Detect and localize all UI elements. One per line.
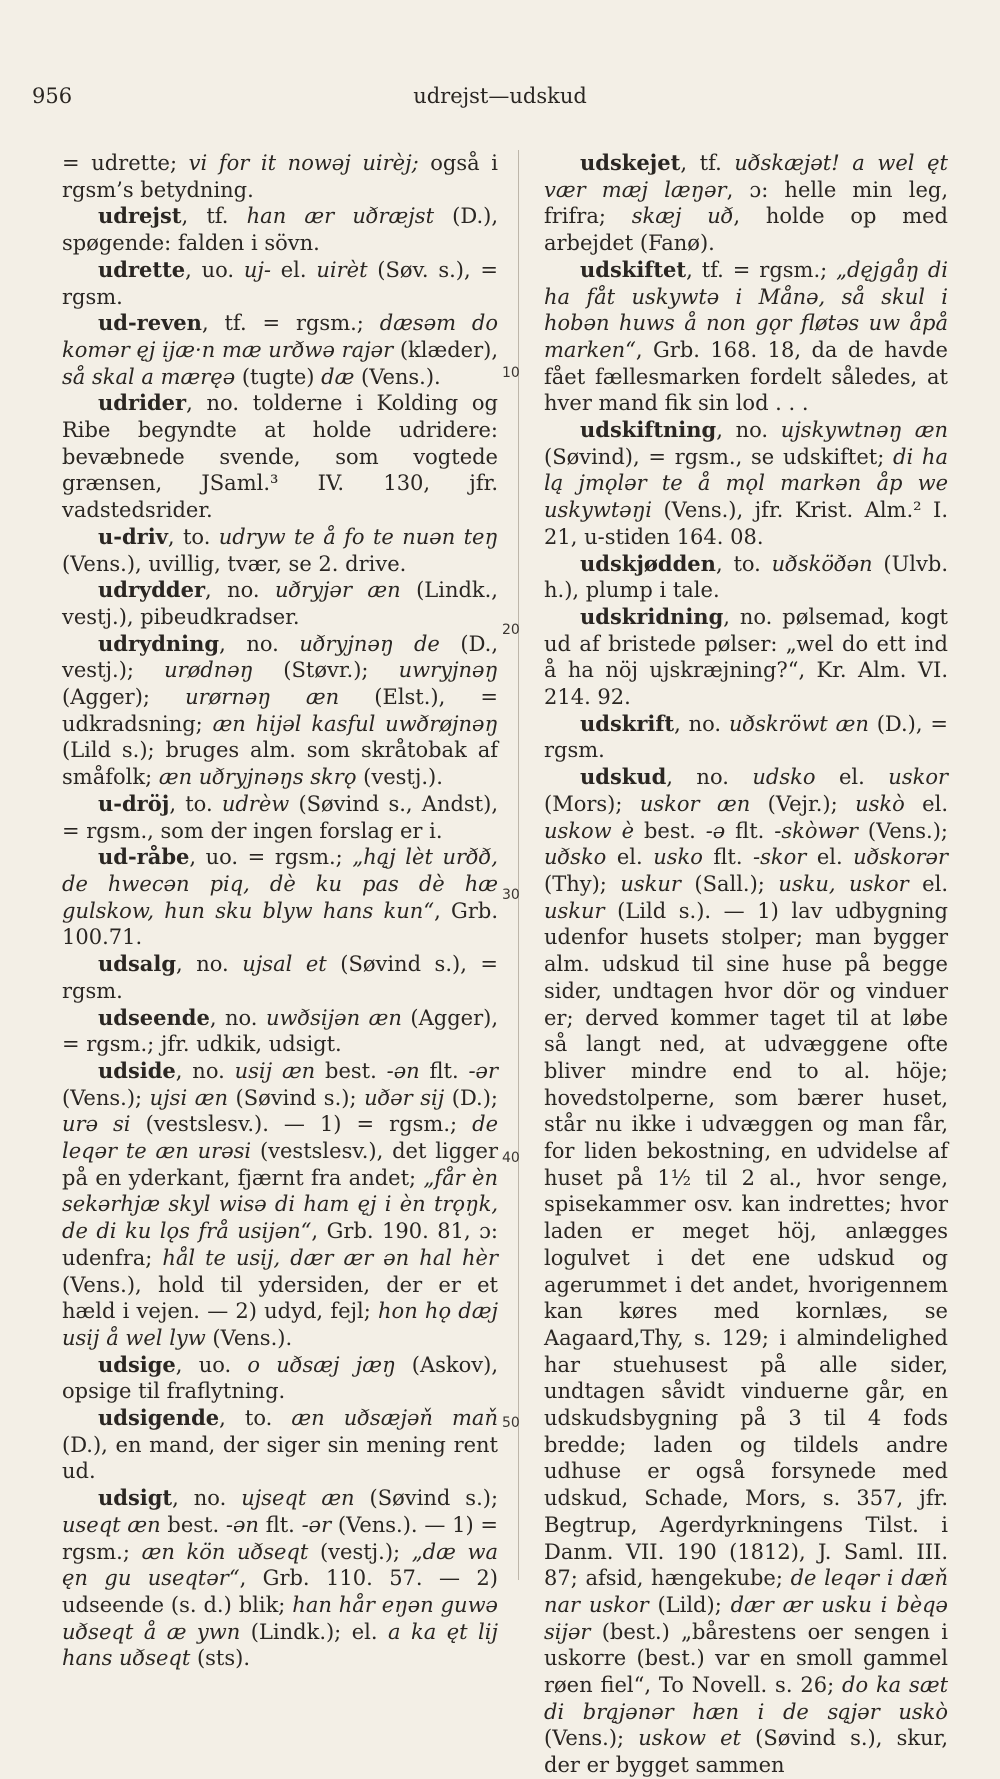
dialect-example: hon hǫ dæj usij å wel lyw [62, 1299, 498, 1350]
entry-text: , no. [205, 578, 275, 603]
dialect-example: urørnəŋ æn [185, 685, 340, 710]
entry-text: flt. [725, 818, 775, 843]
line-number: 30 [502, 887, 520, 903]
dictionary-entry [62, 844, 498, 951]
dialect-example: useqt æn [62, 1512, 161, 1537]
entry-text: (Vens.); [857, 818, 949, 843]
entry-text: (Lindk.); el. [240, 1619, 389, 1644]
dialect-example: urə si [62, 1112, 131, 1137]
entry-text: (vestslesv.). — 1) = rgsm.; [130, 1112, 473, 1137]
dictionary-entry [62, 631, 498, 791]
dialect-example: hål te usij, dær ær ən hal hèr [162, 1245, 498, 1270]
entry-headword: udrejst [98, 203, 182, 229]
entry-text: , no. [175, 1058, 235, 1083]
dialect-example: „hąj lèt urðð, de hwecən piq, dè ku pas dè hæ gulskow, hun sku blyw hans kun“ [62, 845, 498, 923]
entry-text: (Agger); [62, 685, 186, 710]
entry-text: (Vens.). [205, 1325, 293, 1350]
entry-text: (Agger), = rgsm.; jfr. udkik, udsigt. [62, 1005, 498, 1057]
dictionary-entry [62, 310, 498, 390]
entry-text: , to. [715, 551, 772, 576]
entry-text: (D., vestj.); [62, 631, 499, 683]
dialect-example: uwryjnəŋ [398, 658, 498, 683]
dialect-example: urødnəŋ [164, 658, 254, 683]
dialect-example: -skòwər [774, 818, 858, 843]
dialect-example: „dęjgåŋ di ha fåt uskywtə i Månə, så skul i hobən huws å non gǫr fløtəs uw åpå marken“ [544, 257, 948, 362]
entry-headword: ud-reven [98, 310, 202, 336]
dialect-example: uðryjər æn [274, 578, 401, 603]
dictionary-entry [62, 1005, 498, 1058]
entry-text: el. [908, 871, 948, 896]
line-number: 10 [502, 365, 520, 381]
dialect-example: „får èn sekərhjæ skyl wisə di ham ęj i èn trǫŋk, de di ku lǫs frå usijən“ [62, 1165, 498, 1244]
dialect-example: uirèt [316, 257, 368, 282]
entry-text: el. [806, 845, 854, 870]
dialect-example: uskur [544, 898, 605, 923]
entry-text: (best.) „bårestens oer sengen i uskorre (best.) var en smoll gammel røen fiel“, To Novell. s. 26; [544, 1619, 948, 1698]
dialect-example: ujseqt æn [241, 1486, 355, 1511]
dialect-example: han hår eŋən guwə uðseqt å æ ywn [62, 1592, 498, 1644]
entry-text: (tugte) [235, 364, 322, 389]
entry-text: (Søvind s.); [354, 1486, 499, 1511]
entry-text: (Søvind s., Andst), = rgsm., som der ingen forslag er i. [62, 791, 498, 843]
dialect-example: uðskæjət! a wel ęt vær mæj læŋər [544, 151, 948, 202]
dialect-example: uskor æn [639, 791, 751, 816]
entry-text: el. [270, 257, 317, 282]
dialect-example: udrèw [221, 791, 290, 816]
entry-text: (klæder), [393, 337, 499, 362]
entry-text: , no. [674, 711, 729, 736]
entry-text: (Mors); [544, 791, 640, 816]
dialect-example: uwðsijən æn [266, 1005, 402, 1030]
dialect-example: -ə [705, 818, 726, 843]
dialect-example: vi for it nowəj uirèj; [188, 151, 419, 175]
entry-text: (Vens.), jfr. Krist. Alm.² I. 21, u-stiden 164. 08. [544, 498, 948, 549]
dialect-example: så skal a mæręə [62, 364, 236, 389]
dictionary-entry [544, 551, 948, 604]
entry-text: (Søvind), = rgsm., se udskiftet; [544, 444, 894, 469]
entry-text: , uo. [175, 1352, 248, 1377]
dictionary-entry [62, 524, 498, 577]
dialect-example: æn hijəl kasful uwðrøjnəŋ [212, 711, 498, 736]
dictionary-entry [544, 150, 948, 257]
dialect-example: æn kön uðseqt [141, 1539, 309, 1564]
entry-text: (Sall.); [680, 871, 779, 896]
line-number: 50 [502, 1415, 520, 1431]
dialect-example: han ær uðræjst [246, 204, 435, 229]
dialect-example: udryw te å fo te nuən teŋ [218, 524, 498, 549]
entry-headword: udskridning [580, 603, 724, 629]
dialect-example: „dæ wa ęn gu useqtər“ [62, 1539, 498, 1591]
dialect-example: æn uðsæjəň maň [291, 1406, 498, 1431]
dialect-example: -ən [225, 1512, 259, 1537]
entry-headword: udrydder [98, 577, 206, 603]
entry-text: (Lild s.); bruges alm. som skråtobak af småfolk; [62, 738, 498, 790]
entry-text: el. [904, 791, 948, 816]
dialect-example: de leqər te æn urəsi [62, 1112, 498, 1164]
entry-text: (Vens.). — 1) = rgsm.; [62, 1512, 498, 1564]
dialect-example: uskur [620, 871, 681, 896]
entry-headword: u-driv [98, 523, 168, 549]
dialect-example: do ka sæt di brąjənər hæn i de sąjər uskò [544, 1673, 949, 1724]
dictionary-entry [544, 604, 948, 711]
line-number: 40 [502, 1150, 520, 1166]
dictionary-entry [544, 764, 948, 1779]
entry-headword: u-dröj [98, 790, 170, 816]
entry-text: (Søvind s.), = rgsm. [62, 952, 499, 1003]
entry-text: (Søv. s.), = rgsm. [62, 257, 499, 309]
dialect-example: æn uðryjnəŋs skrǫ [158, 765, 357, 790]
entry-text: el. [606, 845, 654, 870]
dictionary-entry [544, 711, 948, 764]
entry-text: , Grb. 100.71. [62, 898, 498, 950]
dialect-example: uj- [243, 257, 271, 282]
dialect-example: a ka ęt lij hans uðseqt [62, 1619, 498, 1671]
entry-text: (D.), = rgsm. [544, 711, 948, 763]
entry-headword: udrette [98, 256, 186, 282]
entry-text: , Grb. 190. 81, ɔ: udenfra; [62, 1219, 498, 1270]
entry-text: , no. [172, 1486, 242, 1511]
entry-text: (Vens.); [62, 1085, 150, 1110]
dialect-example: -ər [301, 1512, 332, 1537]
entry-text: (Søvind s.); [227, 1085, 365, 1110]
dialect-example: o uðsæj jæŋ [247, 1352, 396, 1377]
entry-text: (Lild s.). — 1) lav udbygning udenfor husets stolper; man bygger alm. udskud til sine huse på begge sider, undtagen hvor dör og vinduer er; derved kommer taget til at løbe så langt ned, at udvæggene ofte bliver mindre end to al. höje; hovedstolperne, som bærer huset, står nu ikke i udvæggen og man får, for liden bekostning, en udvidelse af huset på 1½ til 2 al., hvor senge, spisekammer osv. kan indrettes; hvor laden er meget höj, anlægges logulvet i det ene udskud og agerummet i det andet, hvorigennem kan køres med kornlæs, se Aagaard,Thy, s. 129; i almindelighed har stuehusest på alle sider, undtagen såvidt vinduerne går, en udskudsbygning på 3 til 4 fods bredde; laden og tildels andre udhuse er også forsynede med udskud, Schade, Mors, s. 357, jfr. Begtrup, Agerdyrkningens Tilst. i Danm. VII. 190 (1812), J. Saml. III. 87; afsid, hængekube; [544, 898, 948, 1591]
entry-text: flt. [258, 1512, 302, 1537]
dictionary-entry [62, 1485, 498, 1672]
entry-text: også i rgsm’s betydning. [62, 151, 498, 202]
dialect-example: uðskorər [853, 845, 948, 870]
entry-text: , to. [167, 524, 219, 549]
entry-text: (D.); [444, 1085, 498, 1110]
entry-headword: udskiftning [580, 417, 717, 443]
dictionary-entry [544, 417, 948, 551]
entry-text: (Askov), opsige til fraflytning. [62, 1352, 498, 1404]
entry-text: best. [315, 1058, 387, 1083]
entry-text: (Vens.); [544, 1726, 639, 1751]
dictionary-entry [62, 951, 498, 1004]
entry-text: (Vens.), hold til ydersiden, der er et hæld i vejen. — 2) udyd, fejl; [62, 1272, 498, 1324]
dialect-example: uðər sij [364, 1085, 445, 1110]
entry-text: , ɔ: helle min leg, frifra; [544, 177, 948, 229]
dialect-example: uskor [888, 765, 949, 790]
dialect-example: dæ [321, 364, 355, 389]
entry-text: , to. [169, 791, 222, 816]
entry-text: , holde op med arbejdet (Fanø). [544, 204, 948, 256]
entry-text: (D.), spøgende: falden i sövn. [62, 204, 499, 256]
dictionary-entry [544, 257, 948, 417]
dialect-example: skæj uð [631, 204, 734, 229]
entry-text: , no. pølsemad, kogt ud af bristede pølser: „wel do ett ind å ha nöj ujskræjning?“, Kr. Alm. VI. 214. 92. [544, 604, 948, 710]
entry-text: (Støvr.); [253, 658, 399, 683]
entry-text: (Vens.), uvillig, tvær, se 2. drive. [62, 551, 407, 576]
entry-text: best. [160, 1512, 226, 1537]
dialect-example: uðryjnəŋ de [299, 631, 440, 656]
dialect-example: ujskywtnəŋ æn [780, 418, 949, 443]
entry-text: , no. [176, 952, 243, 977]
entry-headword: udskiftet [580, 256, 687, 282]
entry-text: , no. [219, 631, 300, 656]
entry-headword: udsigt [98, 1485, 173, 1511]
dialect-example: uskò [855, 791, 905, 816]
dialect-example: dær ær usku i bèqə sijər [544, 1592, 948, 1644]
entry-text: , uo. = rgsm.; [189, 845, 353, 870]
entry-headword: udside [98, 1057, 176, 1083]
entry-headword: udsigende [98, 1405, 220, 1431]
page-number: 956 [32, 84, 73, 108]
entry-text: , to. [219, 1406, 292, 1431]
dictionary-entry [62, 791, 498, 844]
entry-text: , no. tolderne i Kolding og Ribe begyndte at holde udridere: bevæbnede svende, som vogtede grænsen, JSaml.³ IV. 130, jfr. vadstedsrider. [62, 391, 498, 523]
dialect-example: uðsko [544, 845, 607, 870]
line-number: 20 [502, 622, 520, 638]
dialect-example: uskow et [638, 1726, 741, 1751]
entry-text: (Lild); [648, 1592, 731, 1617]
entry-text: , uo. [185, 257, 244, 282]
running-head: udrejst—udskud [413, 84, 587, 108]
dictionary-entry [62, 1058, 498, 1352]
entry-headword: udskrift [580, 710, 675, 736]
dictionary-entry [62, 1352, 498, 1405]
entry-text: , Grb. 168. 18, da de havde fået fællesmarken fordelt således, at hver mand fik sin lod . . . [544, 337, 948, 416]
dialect-example: -ər [468, 1058, 499, 1083]
dialect-example: uskow è [544, 818, 635, 843]
entry-headword: ud-råbe [98, 844, 190, 870]
dialect-example: -ən [386, 1058, 420, 1083]
entry-headword: udskejet [580, 150, 681, 175]
dialect-example: uðsköðən [771, 551, 873, 576]
entry-text: (vestj.); [308, 1539, 412, 1564]
entry-text: el. [815, 765, 889, 790]
dialect-example: -skor [753, 845, 807, 870]
entry-text: best. [634, 818, 706, 843]
dictionary-entry [62, 390, 498, 524]
entry-text: (Søvind s.), skur, der er bygget sammen [544, 1726, 948, 1778]
dictionary-entry [62, 257, 498, 310]
dictionary-entry [62, 577, 498, 630]
entry-text: , no. [666, 765, 753, 790]
entry-text: , tf. [680, 151, 735, 175]
dictionary-entry [62, 1405, 498, 1485]
dictionary-entry [62, 150, 498, 203]
dialect-example: dæsəm do komər ęj ijæ·n mæ urðwə rajər [62, 311, 498, 362]
entry-headword: udskjødden [580, 550, 716, 576]
entry-text: , no. [209, 1005, 266, 1030]
dialect-example: de leqər i dæň nar uskor [544, 1566, 948, 1617]
dialect-example: ujsal et [242, 952, 327, 977]
entry-text: (Vens.). [354, 364, 441, 389]
entry-text: (Ulvb. h.), plump i tale. [544, 551, 948, 603]
entry-headword: udseende [98, 1004, 210, 1030]
right-column [544, 150, 948, 1779]
entry-text: flt. [702, 845, 754, 870]
entry-text: (Lindk., vestj.), pibeudkradser. [62, 578, 498, 629]
entry-headword: udsige [98, 1351, 176, 1377]
entry-text: , Grb. 110. 57. — 2) udseende (s. d.) blik; [62, 1566, 498, 1617]
entry-headword: udrydning [98, 630, 220, 656]
entry-headword: udskud [580, 764, 667, 790]
dictionary-entry [62, 203, 498, 256]
dialect-example: usku, uskor [778, 871, 909, 896]
entry-headword: udsalg [98, 951, 177, 977]
dialect-example: udsko [752, 765, 816, 790]
entry-text: = udrette; [62, 151, 189, 175]
entry-text: flt. [419, 1058, 469, 1083]
dialect-example: usij æn [234, 1058, 316, 1083]
entry-text: (Thy); [544, 871, 621, 896]
dialect-example: uðskröwt æn [728, 711, 869, 736]
entry-text: (vestj.). [356, 765, 443, 790]
entry-text: (Elst.), = udkradsning; [62, 685, 498, 736]
dialect-example: ujsi æn [149, 1085, 228, 1110]
left-column [62, 150, 498, 1672]
dialect-example: usko [653, 845, 703, 870]
entry-text: (vestslesv.), det ligger på en yderkant, fjærnt fra andet; [62, 1139, 498, 1190]
entry-headword: udrider [98, 390, 187, 416]
entry-text: , tf. = rgsm.; [686, 257, 837, 282]
entry-text: , no. [716, 418, 781, 443]
entry-text: (sts). [190, 1646, 251, 1671]
entry-text: , tf. [181, 204, 247, 229]
entry-text: , tf. = rgsm.; [201, 311, 380, 336]
entry-text: (Vejr.); [750, 791, 856, 816]
entry-text: (D.), en mand, der siger sin mening rent ud. [62, 1432, 498, 1484]
dialect-example: di ha lą jmǫlər te å mǫl markən åp we uskywtəŋi [544, 444, 948, 523]
